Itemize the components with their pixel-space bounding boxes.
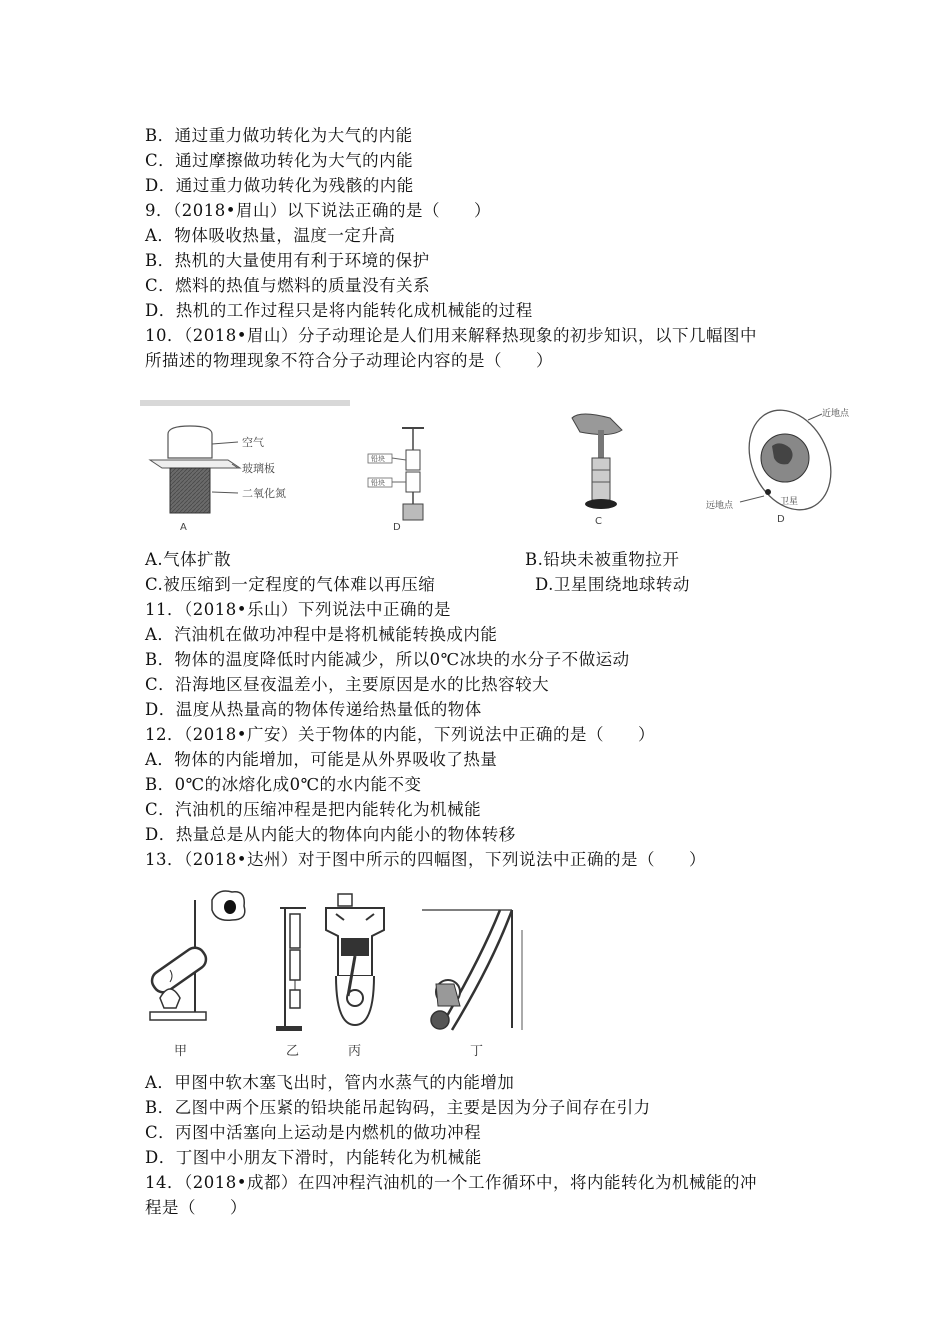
fig-a-gas-diffusion bbox=[150, 426, 286, 533]
q11-stem: 11．（2018•乐山）下列说法中正确的是 bbox=[145, 600, 451, 619]
fig-ding-slide bbox=[422, 910, 522, 1059]
fig-ding-caption: 丁 bbox=[470, 1044, 484, 1059]
fig-d-caption: D bbox=[777, 514, 785, 525]
q13-option-a: A．甲图中软木塞飞出时，管内水蒸气的内能增加 bbox=[145, 1073, 515, 1092]
q12-option-a: A．物体的内能增加，可能是从外界吸收了热量 bbox=[145, 750, 498, 769]
q12-option-d: D．热量总是从内能大的物体向内能小的物体转移 bbox=[145, 825, 516, 844]
q8-option-d: D．通过重力做功转化为残骸的内能 bbox=[145, 176, 414, 195]
q9-option-c: C．燃料的热值与燃料的质量没有关系 bbox=[145, 276, 431, 295]
fig-d-label-perigee: 近地点 bbox=[822, 409, 850, 419]
q11-option-a: A．汽油机在做功冲程中是将机械能转换成内能 bbox=[145, 625, 498, 644]
q12-stem: 12．（2018•广安）关于物体的内能，下列说法中正确的是（ ） bbox=[145, 725, 655, 744]
fig-jia-test-tube bbox=[148, 891, 245, 1059]
fig-jia-caption: 甲 bbox=[174, 1044, 188, 1059]
q10-stem-line1: 10．（2018•眉山）分子动理论是人们用来解释热现象的初步知识，以下几幅图中 bbox=[145, 326, 757, 345]
q14-stem-line1: 14．（2018•成都）在四冲程汽油机的一个工作循环中，将内能转化为机械能的冲 bbox=[145, 1173, 757, 1192]
q13-stem: 13．（2018•达州）对于图中所示的四幅图，下列说法中正确的是（ ） bbox=[145, 850, 706, 869]
q11-option-d: D．温度从热量高的物体传递给热量低的物体 bbox=[145, 700, 482, 719]
fig-b-label-lead-bottom: 铅块 bbox=[371, 479, 385, 487]
q12-option-b: B．0℃的冰熔化成0℃的水内能不变 bbox=[145, 775, 422, 794]
q9-option-d: D．热机的工作过程只是将内能转化成机械能的过程 bbox=[145, 301, 533, 320]
q13-option-c: C．丙图中活塞向上运动是内燃机的做功冲程 bbox=[145, 1123, 482, 1142]
q9-option-b: B．热机的大量使用有利于环境的保护 bbox=[145, 251, 430, 270]
fig-yi-caption: 乙 bbox=[286, 1044, 300, 1059]
q10-option-c: C.被压缩到一定程度的气体难以再压缩 bbox=[145, 575, 436, 594]
q10-option-a: A.气体扩散 bbox=[145, 550, 232, 569]
q11-option-c: C．沿海地区昼夜温差小，主要原因是水的比热容较大 bbox=[145, 675, 550, 694]
fig-d-satellite-orbit bbox=[706, 397, 850, 525]
q12-option-c: C．汽油机的压缩冲程是把内能转化为机械能 bbox=[145, 800, 482, 819]
q13-option-d: D．丁图中小朋友下滑时，内能转化为机械能 bbox=[145, 1148, 482, 1167]
fig-bing-caption: 丙 bbox=[348, 1044, 362, 1059]
fig-b-label-lead-top: 铅块 bbox=[371, 455, 385, 463]
fig-d-label-apogee: 远地点 bbox=[706, 501, 734, 511]
q10-option-d: D.卫星围绕地球转动 bbox=[535, 575, 690, 594]
q10-option-b: B.铅块未被重物拉开 bbox=[525, 550, 680, 569]
fig-a-label-air: 空气 bbox=[242, 436, 264, 449]
fig-b-caption: D bbox=[393, 522, 401, 533]
fig-b-lead-blocks bbox=[368, 428, 424, 533]
fig-a-caption: A bbox=[180, 522, 187, 533]
q10-stem-line2: 所描述的物理现象不符合分子动理论内容的是（ ） bbox=[145, 351, 553, 370]
q10-figures bbox=[140, 400, 850, 535]
fig-d-label-satellite: 卫星 bbox=[780, 497, 799, 507]
fig-c-caption: C bbox=[595, 516, 602, 527]
fig-a-label-no2: 二氧化氮 bbox=[242, 487, 286, 500]
fig-c-syringe bbox=[572, 414, 622, 527]
q13-figures bbox=[140, 880, 540, 1065]
q9-option-a: A．物体吸收热量，温度一定升高 bbox=[145, 226, 396, 245]
q13-option-b: B．乙图中两个压紧的铅块能吊起钩码，主要是因为分子间存在引力 bbox=[145, 1098, 651, 1117]
q8-option-c: C．通过摩擦做功转化为大气的内能 bbox=[145, 151, 414, 170]
fig-a-label-glass: 玻璃板 bbox=[242, 462, 275, 475]
q11-option-b: B．物体的温度降低时内能减少，所以0℃冰块的水分子不做运动 bbox=[145, 650, 630, 669]
fig-bing-engine bbox=[326, 894, 384, 1059]
q8-option-b: B．通过重力做功转化为大气的内能 bbox=[145, 126, 413, 145]
fig-yi-lead-stand bbox=[276, 908, 306, 1059]
q9-stem: 9．（2018•眉山）以下说法正确的是（ ） bbox=[145, 201, 491, 220]
q14-stem-line2: 程是（ ） bbox=[145, 1198, 247, 1217]
